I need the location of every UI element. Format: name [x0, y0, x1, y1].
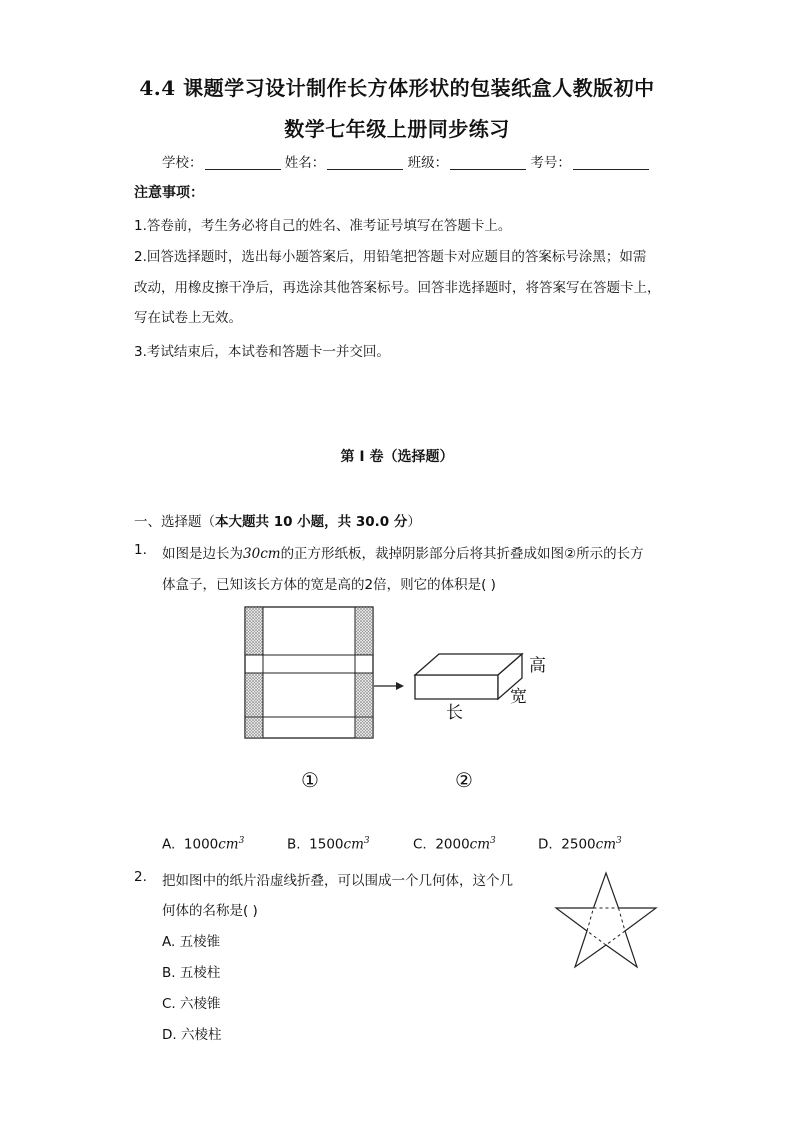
notice-item-2-line-3: 写在试卷上无效。 [134, 310, 242, 326]
q1-value: 30 [243, 546, 261, 562]
q1-option-d[interactable]: D. $2500cm^3$ [538, 836, 622, 853]
q2-number: 2. [134, 869, 147, 885]
q1-option-b[interactable]: B. $1500cm^3$ [287, 836, 370, 853]
q2-text-line-2: 何体的名称是( ) [162, 903, 258, 919]
notice-item-2-line-2: 改动，用橡皮擦干净后，再选涂其他答案标号。回答非选择题时，将答案写在答题卡上， [134, 280, 661, 296]
figure-2-label: ② [455, 768, 473, 792]
q1-figure [240, 602, 550, 802]
number-label: 考号： [530, 155, 571, 171]
part-heading [134, 510, 421, 530]
square-net-diagram [245, 607, 373, 738]
notice-item-1: 1.答卷前，考生务必将自己的姓名、准考证号填写在答题卡上。 [134, 218, 512, 234]
notice-item-2-line-1: 2.回答选择题时，选出每小题答案后，用铅笔把答题卡对应题目的答案标号涂黑；如需 [134, 249, 647, 265]
class-blank[interactable] [450, 155, 526, 170]
box-width-label: 宽 [510, 687, 527, 707]
school-label: 学校： [162, 155, 203, 171]
fold-lines [587, 908, 625, 945]
class-label: 班级： [407, 155, 449, 171]
part-prefix: 一、选择题（ [134, 514, 215, 530]
student-info-row [162, 151, 649, 171]
school-blank[interactable] [205, 155, 281, 170]
q2-option-b[interactable]: B. 五棱柱 [162, 965, 221, 981]
q1-text-b: 的正方形纸板，裁掉阴影部分后将其折叠成如图②所示的长方 [280, 546, 644, 562]
notice-heading: 注意事项： [134, 185, 204, 201]
arrow-right-icon [374, 682, 404, 690]
figure-1-label: ① [301, 768, 319, 792]
box-diagram [415, 654, 522, 699]
name-label: 姓名： [284, 155, 326, 171]
q1-unit: cm [260, 546, 281, 562]
page-title-line2: 数学七年级上册同步练习 [284, 117, 510, 141]
page-title-line1: 4.4 课题学习设计制作长方体形状的包装纸盒人教版初中 [139, 76, 655, 100]
q2-option-a[interactable]: A. 五棱锥 [162, 934, 221, 950]
q2-text-line-1: 把如图中的纸片沿虚线折叠，可以围成一个几何体，这个几 [162, 873, 513, 889]
q2-option-c[interactable]: C. 六棱锥 [162, 996, 221, 1012]
section-title: 第 I 卷（选择题） [340, 449, 454, 465]
q1-option-c[interactable]: C. $2000cm^3$ [413, 836, 496, 853]
part-suffix: ） [407, 514, 421, 530]
q1-number: 1. [134, 542, 147, 558]
q1-text-line-1 [162, 542, 644, 562]
q2-option-d[interactable]: D. 六棱柱 [162, 1027, 222, 1043]
box-length-label: 长 [446, 703, 463, 723]
name-blank[interactable] [327, 155, 403, 170]
notice-item-3: 3.考试结束后，本试卷和答题卡一并交回。 [134, 344, 390, 360]
q1-text-line-2: 体盒子，已知该长方体的宽是高的2倍，则它的体积是( ) [162, 577, 496, 593]
star-net-diagram [552, 870, 660, 970]
part-detail: 本大题共 10 小题，共 30.0 分 [215, 514, 408, 530]
number-blank[interactable] [573, 155, 649, 170]
box-height-label: 高 [529, 656, 546, 676]
q1-option-a[interactable]: A. $1000cm^3$ [162, 836, 245, 853]
q1-text-a: 如图是边长为 [162, 546, 243, 562]
